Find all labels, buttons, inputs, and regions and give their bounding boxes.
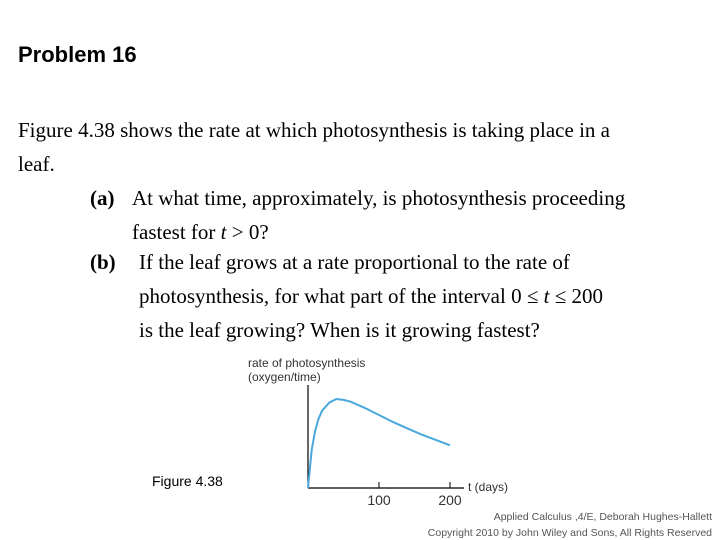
photosynthesis-curve [308,399,450,488]
part-a-line-2: fastest for t > 0? [132,220,269,244]
part-a-line-1: At what time, approximately, is photosynthesis proceeding [132,186,626,210]
credit-line-1: Applied Calculus ,4/E, Deborah Hughes-Hallett [493,511,712,523]
part-b-line-1: If the leaf grows at a rate proportional to the rate of [139,250,570,274]
part-a-label: (a) [90,186,115,210]
figure-caption: Figure 4.38 [152,473,223,489]
credit-line-2: Copyright 2010 by John Wiley and Sons, All Rights Reserved [427,527,712,539]
intro-line-1: Figure 4.38 shows the rate at which photosynthesis is taking place in a [18,118,610,142]
part-b-line-3: is the leaf growing? When is it growing fastest? [139,318,540,342]
intro-line-2: leaf. [18,152,55,176]
x-tick-label-200: 200 [438,492,462,508]
part-b-line-2: photosynthesis, for what part of the interval 0 ≤ t ≤ 200 [139,284,603,308]
x-tick-label-100: 100 [367,492,391,508]
y-axis-label-line-2: (oxygen/time) [248,370,321,384]
x-axis-label: t (days) [468,480,509,494]
slide-title: Problem 16 [18,42,137,67]
part-b-label: (b) [90,250,116,274]
y-axis-label-line-1: rate of photosynthesis [248,356,366,370]
